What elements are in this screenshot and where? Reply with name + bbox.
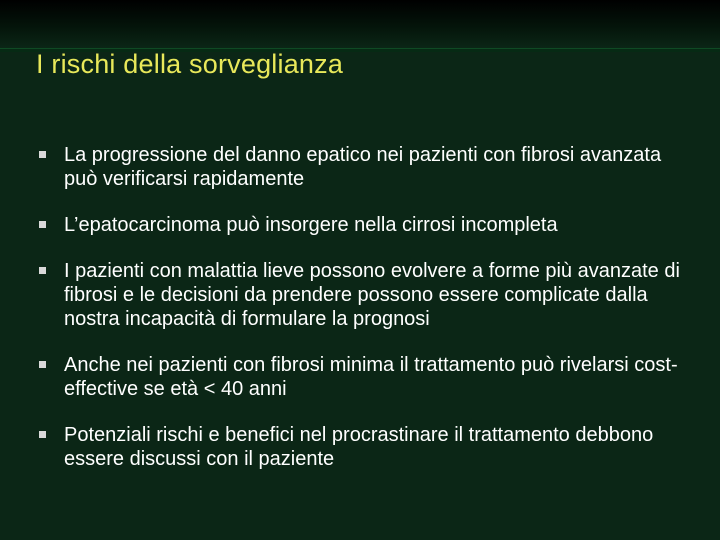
square-bullet-icon (39, 267, 46, 274)
bullet-item (36, 353, 686, 401)
bullet-item (36, 143, 686, 191)
bullet-item (36, 259, 686, 331)
square-bullet-icon (39, 221, 46, 228)
square-bullet-icon (39, 151, 46, 158)
bullet-item (36, 213, 686, 237)
bullet-text: L’epatocarcinoma può insorgere nella cirrosi incompleta (64, 214, 558, 236)
header-band (0, 0, 720, 48)
slide-title: I rischi della sorveglianza (36, 49, 344, 79)
bullet-text: Potenziali rischi e benefici nel procrastinare il trattamento debbono essere discussi con il paziente (64, 424, 654, 470)
bullet-list (36, 143, 686, 471)
square-bullet-icon (39, 361, 46, 368)
bullet-text: La progressione del danno epatico nei pazienti con fibrosi avanzata può verificarsi rapidamente (64, 144, 662, 190)
bullet-text: Anche nei pazienti con fibrosi minima il trattamento può rivelarsi cost-effective se età < 40 anni (64, 354, 678, 400)
square-bullet-icon (39, 431, 46, 438)
bullet-text: I pazienti con malattia lieve possono evolvere a forme più avanzate di fibrosi e le decisioni da prendere possono essere complicate dalla nostra incapacità di formulare la prognosi (64, 260, 680, 330)
bullet-item (36, 423, 686, 471)
